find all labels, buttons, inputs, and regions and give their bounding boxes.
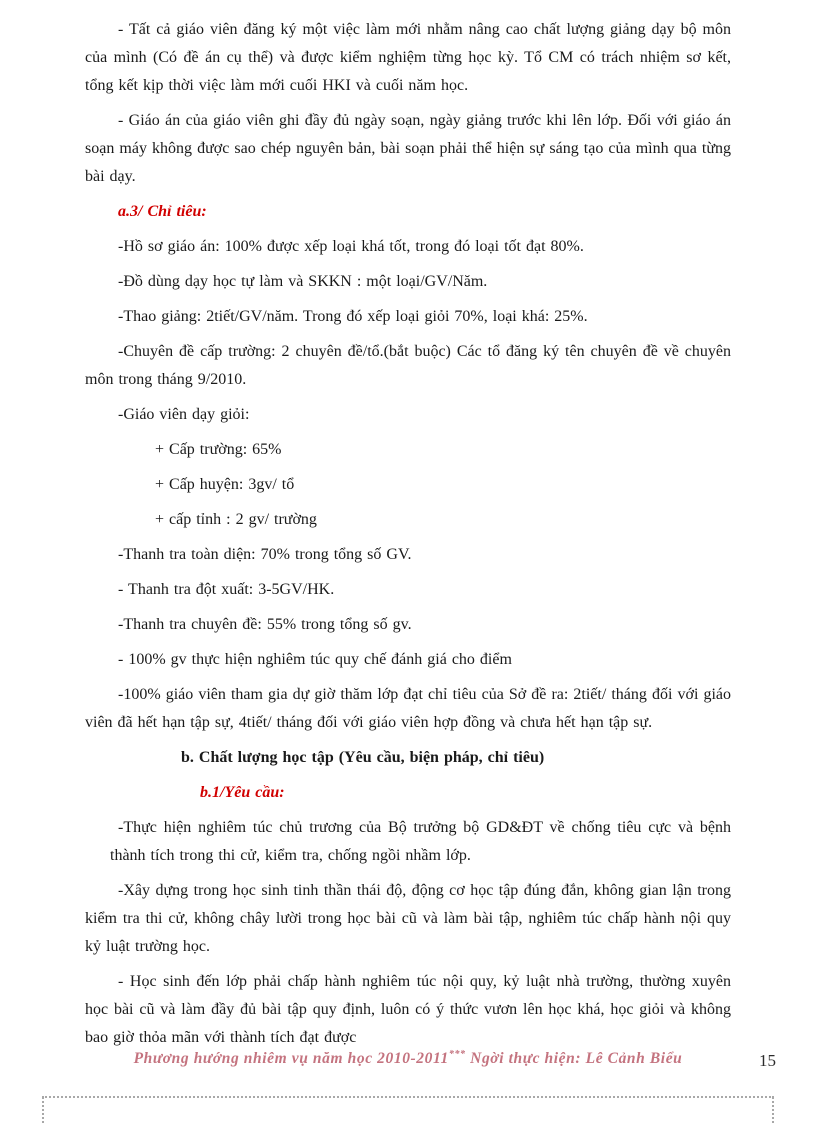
page-bottom-left-dotted-tick (42, 1097, 44, 1123)
paragraph: - Giáo án của giáo viên ghi đầy đủ ngày soạn, ngày giảng trước khi lên lớp. Đối với giáo án soạn máy không được sao chép nguyên bản, bài soạn phải thể hiện sự sáng tạo của mình qua từng bài dạy. (85, 112, 731, 185)
document-body (85, 16, 731, 1059)
footer-text-right: Ngời thực hiện: Lê Cảnh Biểu (465, 1050, 683, 1067)
section-heading-a3: a.3/ Chỉ tiêu: (118, 203, 207, 220)
paragraph: -Giáo viên dạy giỏi: (118, 406, 250, 423)
page-footer (85, 1046, 731, 1072)
footer-text-left: Phương hướng nhiêm vụ năm học 2010-2011 (133, 1050, 449, 1067)
paragraph: -Hồ sơ giáo án: 100% được xếp loại khá tốt, trong đó loại tốt đạt 80%. (118, 238, 584, 255)
paragraph: -100% giáo viên tham gia dự giờ thăm lớp đạt chỉ tiêu của Sở đề ra: 2tiết/ tháng đối với giáo viên đã hết hạn tập sự, 4tiết/ tháng đối với giáo viên hợp đồng và chưa hết hạn tập sự. (85, 686, 731, 731)
section-heading-b: b. Chất lượng học tập (Yêu cầu, biện pháp, chỉ tiêu) (181, 749, 545, 766)
list-item: + Cấp trường: 65% (155, 441, 282, 458)
paragraph: - Tất cả giáo viên đăng ký một việc làm mới nhằm nâng cao chất lượng giảng dạy bộ môn của mình (Có đề án cụ thể) và được kiểm nghiệm từng học kỳ. Tổ CM có trách nhiệm sơ kết, tổng kết kịp thời việc làm mới cuối HKI và cuối năm học. (85, 21, 731, 94)
paragraph: - 100% gv thực hiện nghiêm túc quy chế đánh giá cho điểm (118, 651, 512, 668)
paragraph: -Thanh tra toàn diện: 70% trong tổng số GV. (118, 546, 412, 563)
paragraph: -Đồ dùng dạy học tự làm và SKKN : một loại/GV/Năm. (118, 273, 488, 290)
paragraph: -Thanh tra chuyên đề: 55% trong tổng số gv. (118, 616, 412, 633)
paragraph: -Xây dựng trong học sinh tinh thần thái độ, động cơ học tập đúng đắn, không gian lận trong kiểm tra thi cử, không chây lười trong học bài cũ và làm bài tập, nghiêm túc chấp hành nội quy kỷ luật trường học. (85, 882, 731, 955)
paragraph: -Thao giảng: 2tiết/GV/năm. Trong đó xếp loại giỏi 70%, loại khá: 25%. (118, 308, 588, 325)
subsection-heading-b1: b.1/Yêu cầu: (200, 784, 285, 801)
paragraph: - Học sinh đến lớp phải chấp hành nghiêm túc nội quy, kỷ luật nhà trường, thường xuyên học bài cũ và làm đầy đủ bài tập quy định, luôn có ý thức vươn lên học khá, học giỏi và không bao giờ thỏa mãn với thành tích đạt được (85, 973, 731, 1046)
footer-asterisks: *** (448, 1048, 466, 1060)
page-bottom-dotted-border (42, 1096, 774, 1098)
paragraph: -Thực hiện nghiêm túc chủ trương của Bộ trưởng bộ GD&ĐT về chống tiêu cực và bệnh thành tích trong thi cử, kiểm tra, chống ngồi nhầm lớp. (110, 819, 731, 864)
list-item: + cấp tỉnh : 2 gv/ trường (155, 511, 317, 528)
page-bottom-right-dotted-tick (772, 1097, 774, 1123)
list-item: + Cấp huyện: 3gv/ tổ (155, 476, 295, 493)
paragraph: - Thanh tra đột xuất: 3-5GV/HK. (118, 581, 335, 598)
paragraph: -Chuyên đề cấp trường: 2 chuyên đề/tổ.(bắt buộc) Các tổ đăng ký tên chuyên đề về chuyên môn trong tháng 9/2010. (85, 343, 731, 388)
page-number: 15 (759, 1051, 776, 1070)
